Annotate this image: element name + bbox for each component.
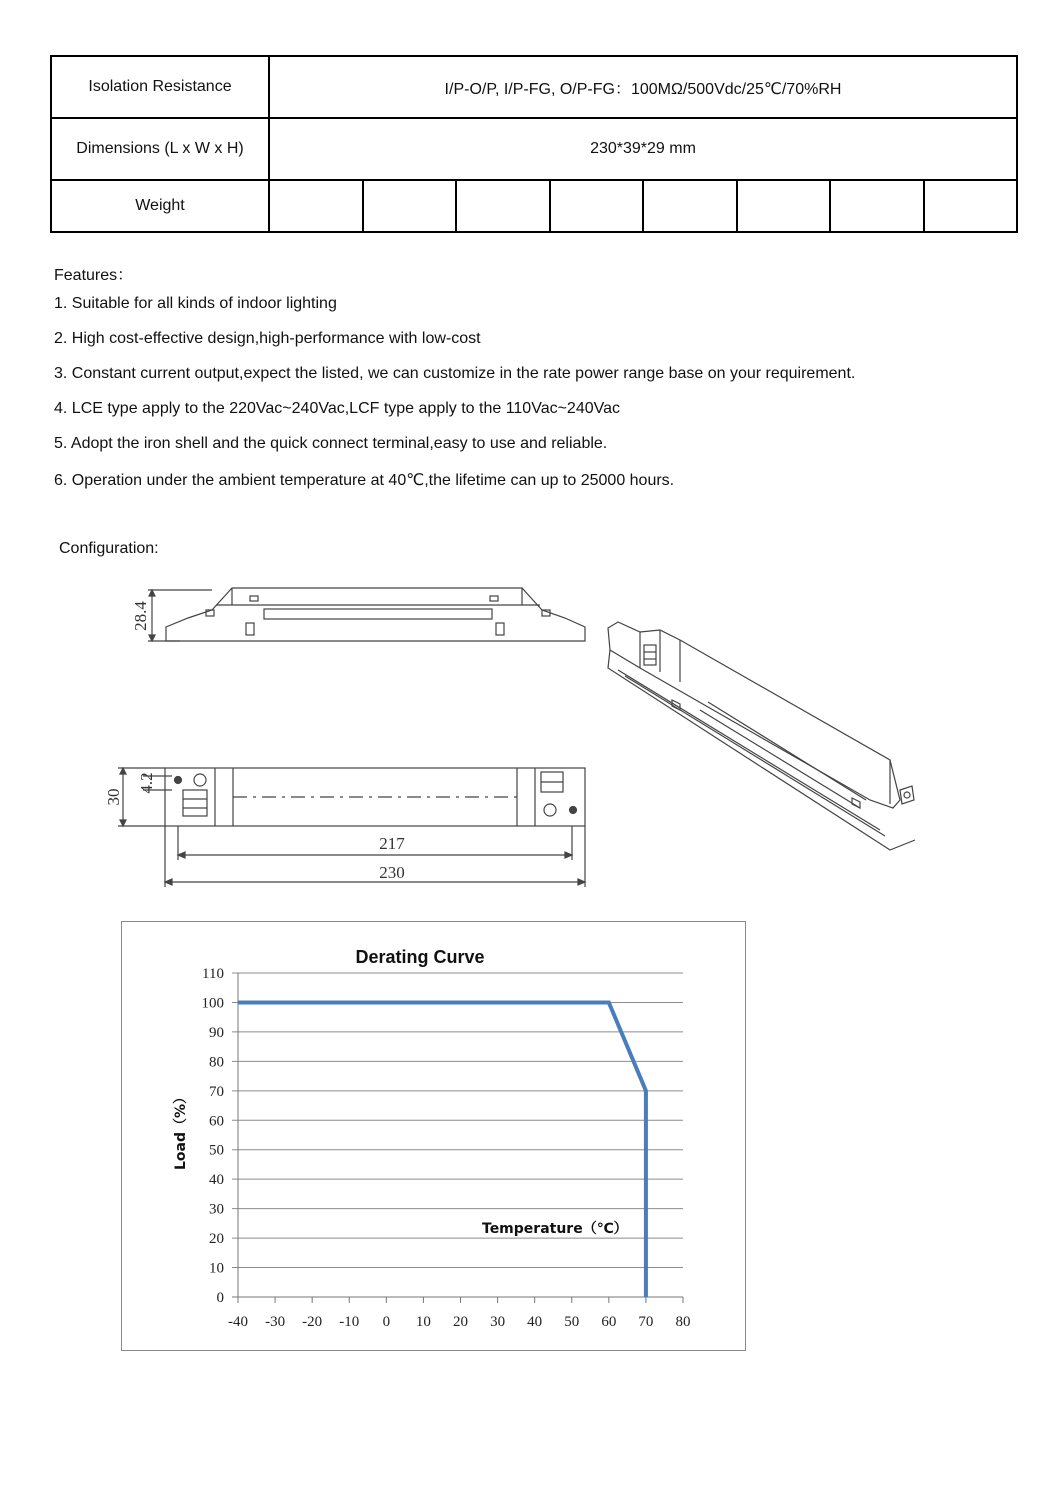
x-tick-label: 30: [490, 1314, 506, 1330]
y-tick-label: 110: [202, 966, 224, 982]
offset-dimension: 4.2: [137, 772, 156, 794]
configuration-title: Configuration:: [59, 540, 159, 557]
y-tick-label: 20: [209, 1231, 224, 1248]
feature-item: 2. High cost-effective design,high-performance with low-cost: [54, 330, 481, 347]
x-tick-label: 60: [601, 1314, 617, 1330]
spec-value: 230*39*29 mm: [269, 118, 1017, 180]
y-axis-label: Load（%）: [173, 1089, 189, 1171]
width-dimension: 30: [104, 788, 123, 806]
feature-item: 4. LCE type apply to the 220Vac~240Vac,LCF type apply to the 110Vac~240Vac: [54, 400, 621, 417]
top-view-drawing: [118, 768, 585, 887]
height-dimension: 28.4: [131, 601, 150, 631]
x-tick-label: 0: [382, 1314, 391, 1330]
spec-label: Isolation Resistance: [51, 56, 269, 118]
feature-item: 5. Adopt the iron shell and the quick connect terminal,easy to use and reliable.: [54, 435, 608, 452]
isometric-view-drawing: [608, 622, 915, 850]
x-tick-label: 50: [564, 1314, 580, 1330]
x-tick-label: 20: [453, 1314, 468, 1330]
side-view-drawing: [148, 588, 585, 641]
y-tick-label: 0: [216, 1290, 224, 1306]
feature-item: 1. Suitable for all kinds of indoor lighting: [54, 295, 337, 312]
x-axis-label: Temperature（℃）: [482, 1221, 628, 1237]
y-tick-label: 80: [209, 1054, 224, 1071]
chart-title: Derating Curve: [355, 947, 485, 967]
length-dimension: 230: [379, 863, 405, 882]
y-tick-label: 50: [209, 1142, 224, 1159]
features-title: Features：: [54, 267, 134, 284]
x-tick-label: -40: [228, 1314, 248, 1330]
x-tick-label: -10: [339, 1314, 360, 1330]
feature-item: 6. Operation under the ambient temperature at 40℃,the lifetime can up to 25000 hours.: [54, 472, 675, 489]
spec-label: Dimensions (L x W x H): [51, 118, 269, 180]
y-tick-label: 90: [209, 1024, 224, 1041]
spec-value: I/P-O/P, I/P-FG, O/P-FG：100MΩ/500Vdc/25℃/70%RH: [269, 56, 1017, 118]
feature-item: 3. Constant current output,expect the listed, we can customize in the rate power range base on your requirement.: [54, 365, 856, 382]
y-tick-label: 10: [209, 1260, 224, 1277]
x-tick-label: 40: [527, 1314, 543, 1330]
y-tick-label: 40: [209, 1172, 224, 1189]
y-tick-label: 70: [209, 1083, 224, 1100]
mount-span-dimension: 217: [379, 834, 405, 853]
x-tick-label: 10: [415, 1314, 431, 1330]
y-tick-label: 60: [209, 1113, 224, 1130]
x-tick-label: -30: [265, 1314, 286, 1330]
x-tick-label: 80: [675, 1314, 691, 1330]
x-tick-label: 70: [638, 1314, 654, 1330]
y-tick-label: 30: [209, 1201, 224, 1218]
y-tick-label: 100: [201, 995, 224, 1012]
x-tick-label: -20: [302, 1314, 323, 1330]
derating-chart: [122, 922, 745, 1350]
derating-chart-frame: [121, 921, 746, 1351]
spec-label: Weight: [51, 180, 269, 232]
